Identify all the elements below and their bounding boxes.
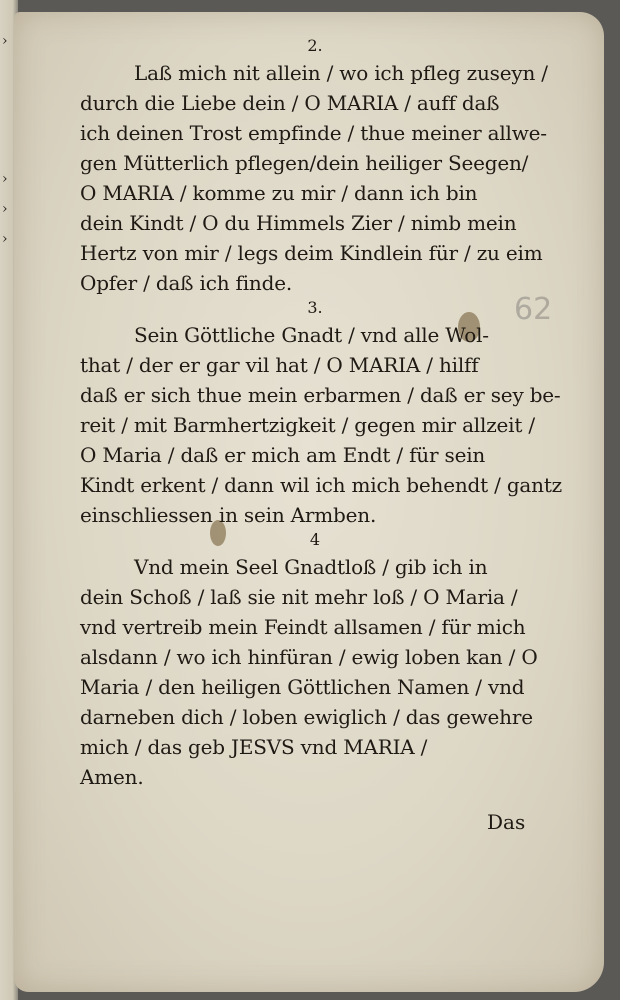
page-text xyxy=(80,36,563,792)
stanza-line: Vnd mein Seel Gnadtloß / gib ich in xyxy=(134,555,488,579)
stanza-line: ich deinen Trost empfinde / thue meiner allwe- xyxy=(80,121,547,145)
previous-page-mark: › xyxy=(2,201,8,217)
pencil-page-note: 62 xyxy=(514,292,553,327)
stanza-line: Sein Göttliche Gnadt / vnd alle Wol- xyxy=(134,323,489,347)
stanza-line: O MARIA / komme zu mir / dann ich bin xyxy=(80,181,478,205)
stanza-line: Laß mich nit allein / wo ich pfleg zuseyn / xyxy=(134,61,548,85)
stanza-line: reit / mit Barmhertzigkeit / gegen mir allzeit / xyxy=(80,413,535,437)
stanza-line: einschliessen in sein Armben. xyxy=(80,503,377,527)
stanza-line: dein Schoß / laß sie nit mehr loß / O Maria / xyxy=(80,585,518,609)
stanza-line: O Maria / daß er mich am Endt / für sein xyxy=(80,443,486,467)
stanza-number: 2. xyxy=(307,36,323,55)
stanza-line: Kindt erkent / dann wil ich mich behendt / gantz xyxy=(80,473,563,497)
previous-page-mark: › xyxy=(2,33,8,49)
stanza-line: durch die Liebe dein / O MARIA / auff daß xyxy=(80,91,500,115)
previous-page-mark: › xyxy=(2,171,8,187)
stanza-line: vnd vertreib mein Feindt allsamen / für mich xyxy=(80,615,526,639)
catchword: Das xyxy=(487,810,526,834)
stanza-number: 3. xyxy=(307,298,323,317)
stanza-line: alsdann / wo ich hinfüran / ewig loben kan / O xyxy=(80,645,538,669)
stanza-line: mich / das geb JESVS vnd MARIA / xyxy=(80,735,428,759)
stanza-line: that / der er gar vil hat / O MARIA / hilff xyxy=(80,353,479,377)
stanza-line: Opfer / daß ich finde. xyxy=(80,271,293,295)
stanza-number: 4 xyxy=(309,530,321,549)
previous-page-mark: › xyxy=(2,231,8,247)
stanza-line: Amen. xyxy=(80,765,144,789)
stanza-line: dein Kindt / O du Himmels Zier / nimb mein xyxy=(80,211,517,235)
stanza-line: darneben dich / loben ewiglich / das gewehre xyxy=(80,705,533,729)
stanza-line: gen Mütterlich pflegen/dein heiliger Seegen/ xyxy=(80,151,529,175)
stanza-line: Maria / den heiligen Göttlichen Namen / vnd xyxy=(80,675,525,699)
stanza-line: daß er sich thue mein erbarmen / daß er sey be- xyxy=(80,383,561,407)
stanza-line: Hertz von mir / legs deim Kindlein für / zu eim xyxy=(80,241,543,265)
